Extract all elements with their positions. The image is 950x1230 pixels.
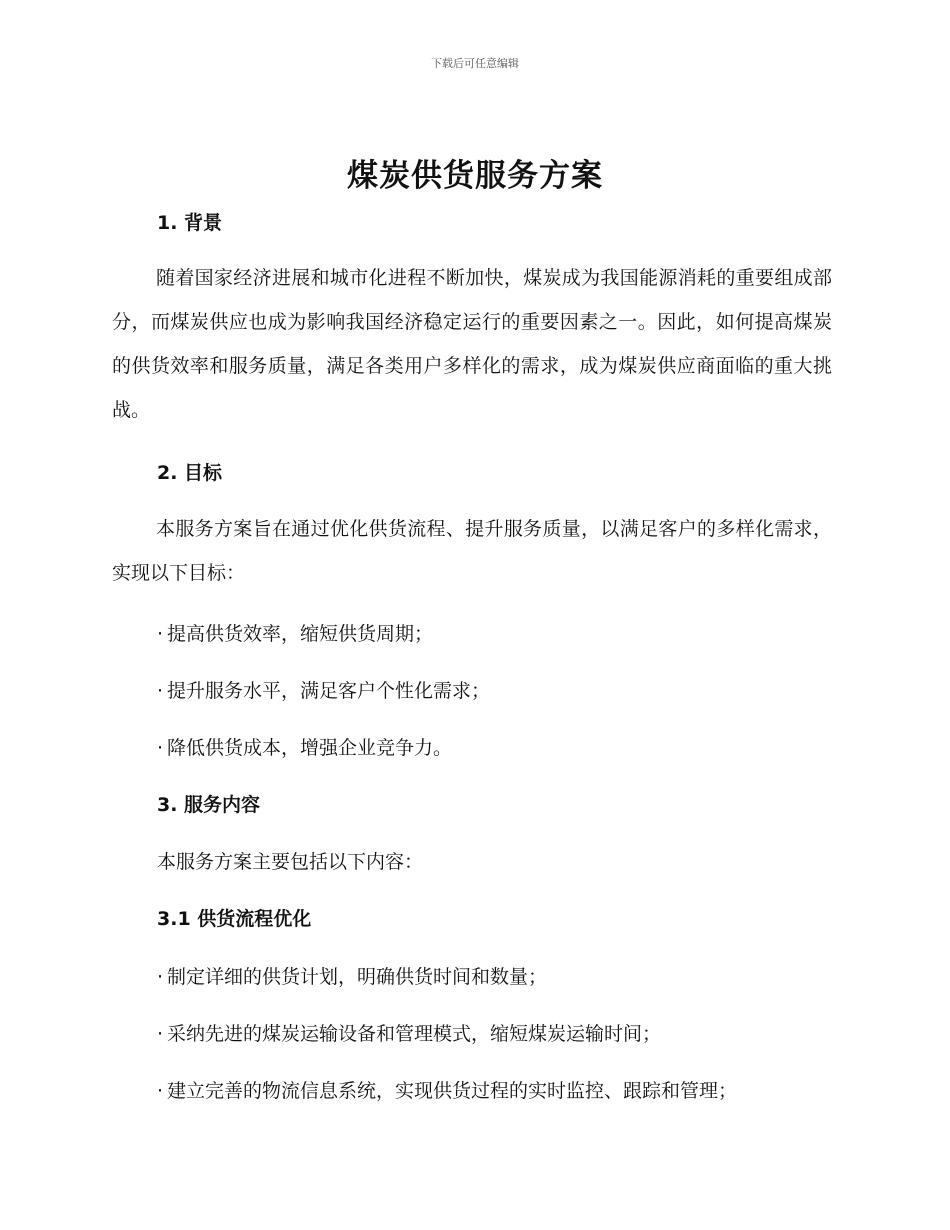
document-title: 煤炭供货服务方案 (347, 158, 603, 194)
bullet-marker: · (157, 680, 164, 702)
bullet-marker: · (157, 737, 164, 759)
subsection-heading-process: 3.1 供货流程优化 (157, 908, 312, 930)
goal-bullet-3 (157, 733, 452, 760)
service-bullet-1 (157, 962, 547, 989)
bullet-marker: · (157, 966, 164, 988)
bullet-marker: · (157, 1023, 164, 1045)
goal-bullet-2 (157, 676, 490, 703)
section-heading-services: 3. 服务内容 (157, 794, 261, 816)
goals-paragraph: 本服务方案旨在通过优化供货流程、提升服务质量，以满足客户的多样化需求，实现以下目标： (112, 518, 832, 584)
bullet-marker: · (157, 1080, 164, 1102)
bullet-text: 降低供货成本，增强企业竞争力。 (167, 737, 453, 759)
goal-bullet-1 (157, 619, 433, 646)
bullet-text: 采纳先进的煤炭运输设备和管理模式，缩短煤炭运输时间； (167, 1023, 662, 1045)
services-intro: 本服务方案主要包括以下内容： (157, 851, 424, 873)
section-heading-background: 1. 背景 (157, 212, 223, 234)
bullet-text: 提升服务水平，满足客户个性化需求； (167, 680, 491, 702)
service-bullet-3 (157, 1076, 737, 1103)
service-bullet-2 (157, 1019, 661, 1046)
page-header-watermark: 下载后可任意编辑 (431, 57, 519, 70)
section-heading-goals: 2. 目标 (157, 462, 223, 484)
bullet-marker: · (157, 623, 164, 645)
bullet-text: 制定详细的供货计划，明确供货时间和数量； (167, 966, 548, 988)
bullet-text: 提高供货效率，缩短供货周期； (167, 623, 434, 645)
background-paragraph: 随着国家经济进展和城市化进程不断加快，煤炭成为我国能源消耗的重要组成部分，而煤炭供应也成为影响我国经济稳定运行的重要因素之一。因此，如何提高煤炭的供货效率和服务质量，满足各类用户多样化的需求，成为煤炭供应商面临的重大挑战。 (112, 267, 832, 421)
bullet-text: 建立完善的物流信息系统，实现供货过程的实时监控、跟踪和管理； (167, 1080, 738, 1102)
